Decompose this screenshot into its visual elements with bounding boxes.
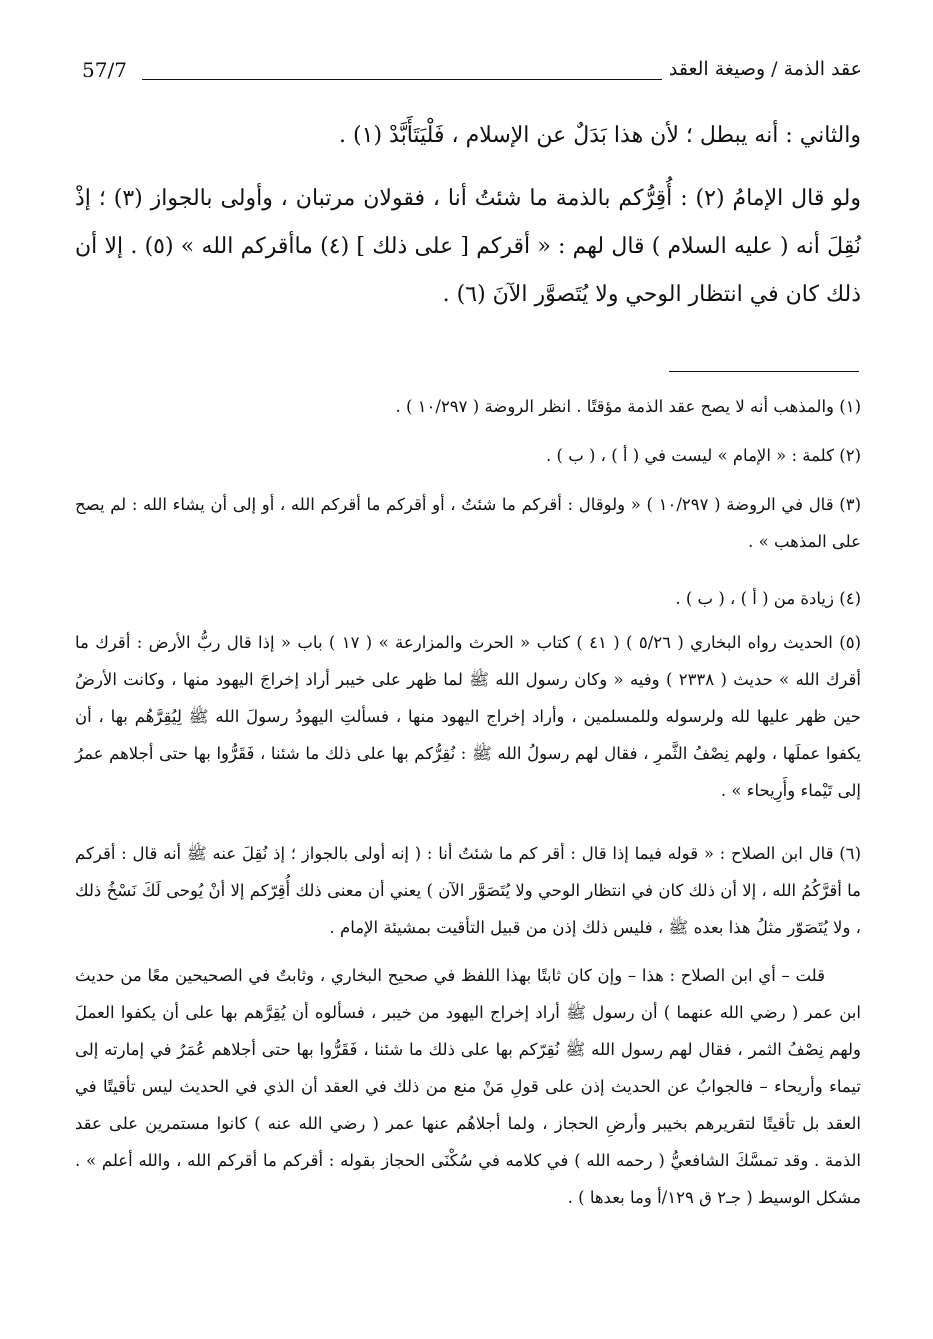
footnote-1: (١) والمذهب أنه لا يصح عقد الذمة مؤقتًا . انظر الروضة ( ١٠/٢٩٧ ) . xyxy=(395,397,861,416)
footnote-separator xyxy=(669,371,859,372)
footnote-2: (٢) كلمة : « الإمام » ليست في ( أ ) ، ( ب ) . xyxy=(546,446,861,465)
page-number: 57/7 xyxy=(82,58,127,82)
header-rule xyxy=(142,79,662,80)
main-paragraph-1: والثاني : أنه يبطل ؛ لأن هذا بَدَلٌ عن الإسلام ، فَلْيَتَأَبَّدْ (١) . xyxy=(339,123,861,148)
footnote-6-continuation-text: قلت – أي ابن الصلاح : هذا – وإن كان ثابتًا بهذا اللفظ في صحيح البخاري ، وثابتٌ في الصحيحين معًا من حديث ابن عمر ( رضي الله عنهما ) أن رسول ﷺ أراد إخراج اليهود من خيبر ، فسألوه أن يُقِرَّهم بها على أن يكفوا العملَ ولهم نِصْفُ الثمر ، فقال لهم رسول الله ﷺ نُقِرّكم بها على ذلك ما شئنا ، فَقَرُّوا بها حتى أجلاهم عُمَرُ في إمارته إلى تيماء وأريحاء – فالجوابُ عن الحديث إذن على قولِ مَنْ منع من ذلك في العقد أن الذي في الحديث ليس تأقيتًا في العقد بل تأقيتًا لتقريرهم بخيبر وأرضِ الحجاز ، ولما أجلاهُم عنها عمر ( رضي الله عنه ) كانوا مستمرين على عقد الذمة . وقد تمسَّكَ الشافعيُّ ( رحمه الله ) في كلامه في سُكْنَى الحجاز بقوله : أقركم ما أقركم الله ، والله أعلم » . مشكل الوسيط ( جـ٢ ق ١٢٩/أ وما بعدها ) . xyxy=(75,966,861,1207)
page-header xyxy=(82,58,862,92)
main-paragraph-2: ولو قال الإمامُ (٢) : أُقِرُّكم بالذمة ما شئتُ أنا ، فقولان مرتبان ، وأولى بالجواز (٣) ؛ إذْ نُقِلَ أنه ( عليه السلام ) قال لهم : « أقركم [ على ذلك ] (٤) ماأقركم الله » (٥) . إلا أن ذلك كان في انتظار الوحي ولا يُتَصوَّر الآنَ (٦) . xyxy=(75,186,861,307)
footnote-6-continuation xyxy=(75,957,861,1216)
footnote-4: (٤) زيادة من ( أ ) ، ( ب ) . xyxy=(675,589,861,608)
footnote-6: (٦) قال ابن الصلاح : « قوله فيما إذا قال : أقر كم ما شئتُ أنا : ( إنه أولى بالجواز ؛ إذ نُقِلَ عنه ﷺ أنه قال : أقركم ما أقرَّكُمُ الله ، إلا أن ذلك كان في انتظار الوحي ولا يُتَصَوَّر الآن ) يعني أن معنى ذلك أُقِرّكم إلا أنْ يُوحى لَكَ نَسْخُ ذلك ، ولا يُتَصَوّر مثلُ هذا بعده ﷺ ، فليس ذلك إذن من قبيل التأقيت بمشيئة الإمام . xyxy=(75,844,861,937)
running-title: عقد الذمة / وصيغة العقد xyxy=(668,58,862,80)
footnote-3: (٣) قال في الروضة ( ١٠/٢٩٧ ) « ولوقال : أقركم ما شئتُ ، أو أقركم ما أقركم الله ، أو إلى أن يشاء الله : لم يصح على المذهب » . xyxy=(75,495,861,551)
footnote-5: (٥) الحديث رواه البخاري ( ٥/٢٦ ) ( ٤١ ) كتاب « الحرث والمزارعة » ( ١٧ ) باب « إذا قال ربُّ الأرض : أقرك ما أقرك الله » حديث ( ٢٣٣٨ ) وفيه « وكان رسول الله ﷺ لما ظهر على خيبر أراد إخراجَ اليهود منها ، وكانت الأرضُ حين ظهر عليها لله ولرسوله وللمسلمين ، وأراد إخراج اليهود منها ، فسألتِ اليهودُ رسولَ الله ﷺ لِيُقِرَّهُم بها ، أن يكفوا عملَها ، ولهم نِصْفُ الثَّمرِ ، فقال لهم رسولُ الله ﷺ : نُقِرُّكم بها على ذلك ما شئنا ، فَقَرُّوا بها حتى أجلاهم عمرُ إلى تَيْماء وأَرِيحاء » . xyxy=(75,633,861,800)
